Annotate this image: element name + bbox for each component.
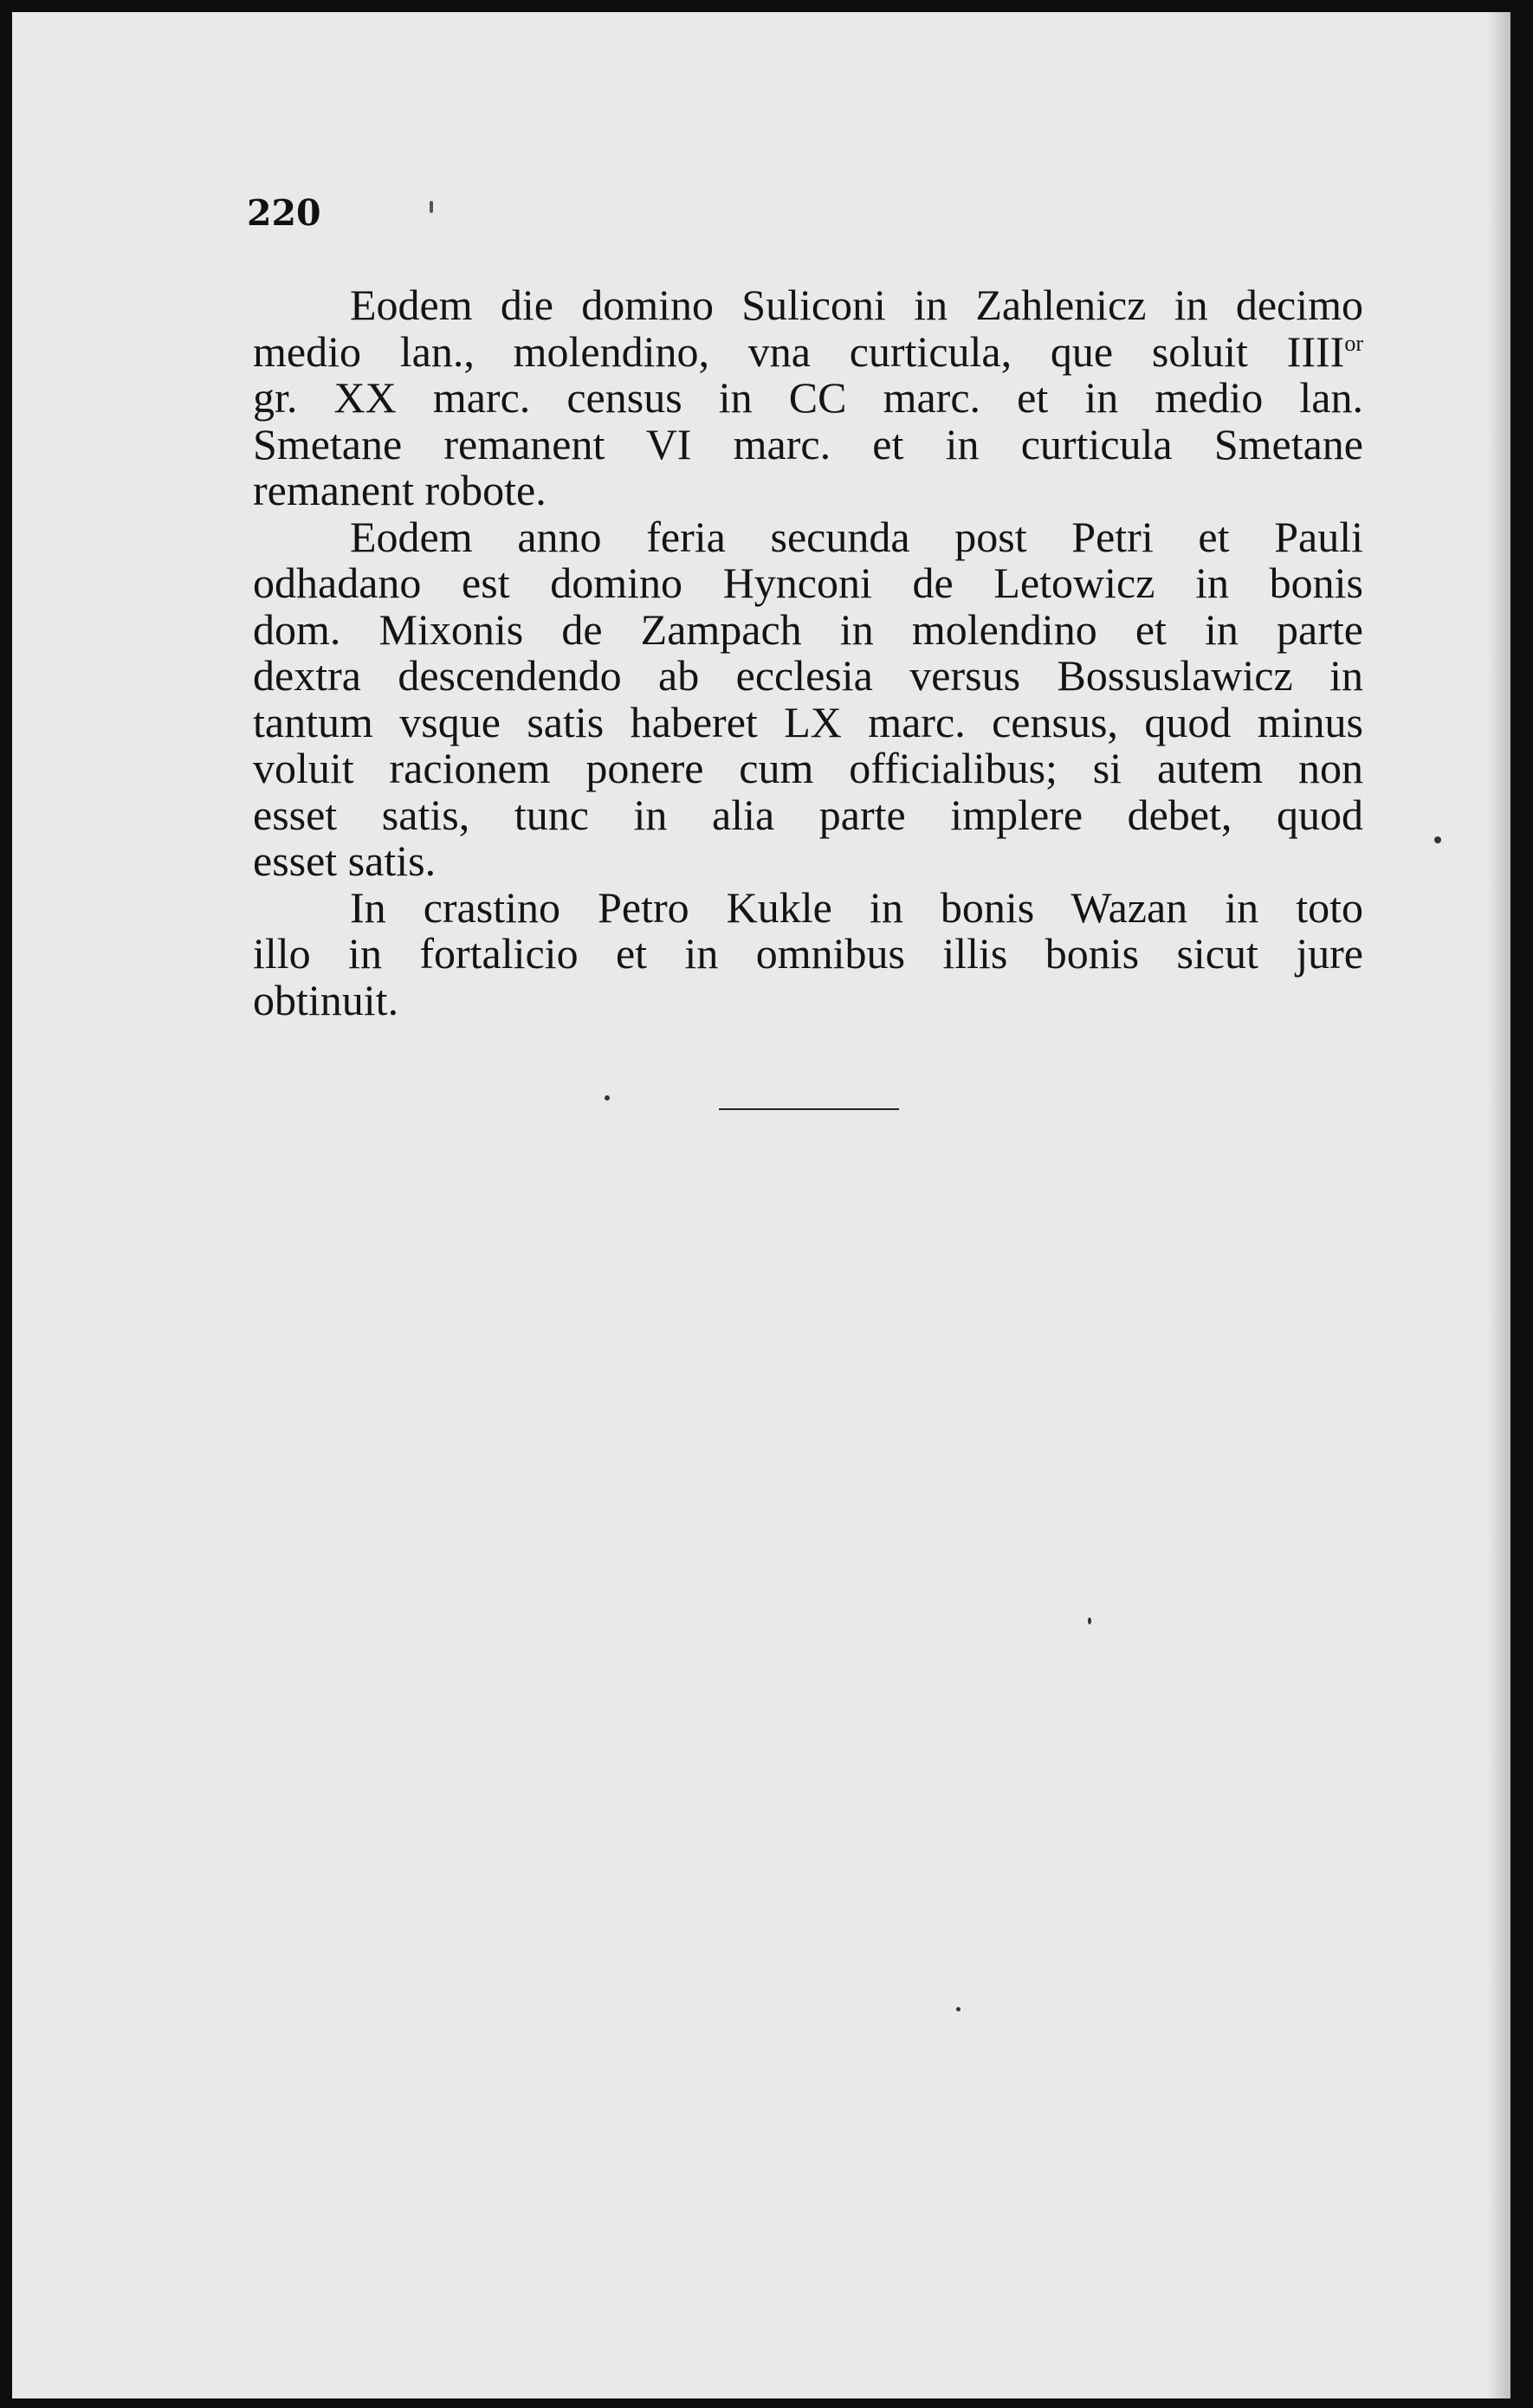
text-line: In crastino Petro Kukle in bonis Wazan in toto [350, 882, 1363, 932]
page-number: 220 [247, 192, 321, 234]
text-line: tantum vsque satis haberet LX marc. census, quod minus [253, 697, 1363, 746]
text-line: obtinuit. [253, 975, 399, 1024]
section-divider-rule [719, 1108, 899, 1110]
text-line: Smetane remanent VI marc. et in curticula Smetane [253, 419, 1363, 468]
text-line: odhadano est domino Hynconi de Letowicz in bonis [253, 558, 1363, 607]
text-line: esset satis, tunc in alia parte implere debet, quod [253, 790, 1363, 839]
text-line: esset satis. [253, 836, 437, 885]
paper-speck [605, 1095, 610, 1101]
text-line: illo in fortalicio et in omnibus illis bonis sicut jure [253, 929, 1363, 978]
text-line: Eodem anno feria secunda post Petri et Pauli [350, 512, 1363, 561]
paper-speck [956, 2007, 961, 2011]
page-edge-shadow [1488, 12, 1510, 2398]
text-line: remanent robote. [253, 466, 547, 514]
paragraph-2 [253, 514, 1363, 885]
superscript: or [1344, 330, 1363, 356]
paper-speck [430, 201, 433, 213]
text-line: dom. Mixonis de Zampach in molendino et in parte [253, 604, 1363, 654]
text-line: Eodem die domino Suliconi in Zahlenicz in decimo [350, 281, 1363, 329]
text-line: dextra descendendo ab ecclesia versus Bossuslawicz in [253, 651, 1363, 700]
book-page [12, 12, 1510, 2398]
paragraph-3 [253, 882, 1363, 1024]
text-line [253, 326, 1363, 376]
paragraph-1 [253, 282, 1363, 514]
text-line: voluit racionem ponere cum officialibus; si autem non [253, 744, 1363, 792]
body-text [253, 282, 1363, 1023]
text-line: gr. XX marc. census in CC marc. et in medio lan. [253, 373, 1363, 422]
paper-speck [1088, 1617, 1091, 1624]
text-line-content: medio lan., molendino, vna curticula, que soluit IIII [253, 326, 1345, 376]
paper-speck [1434, 836, 1441, 843]
